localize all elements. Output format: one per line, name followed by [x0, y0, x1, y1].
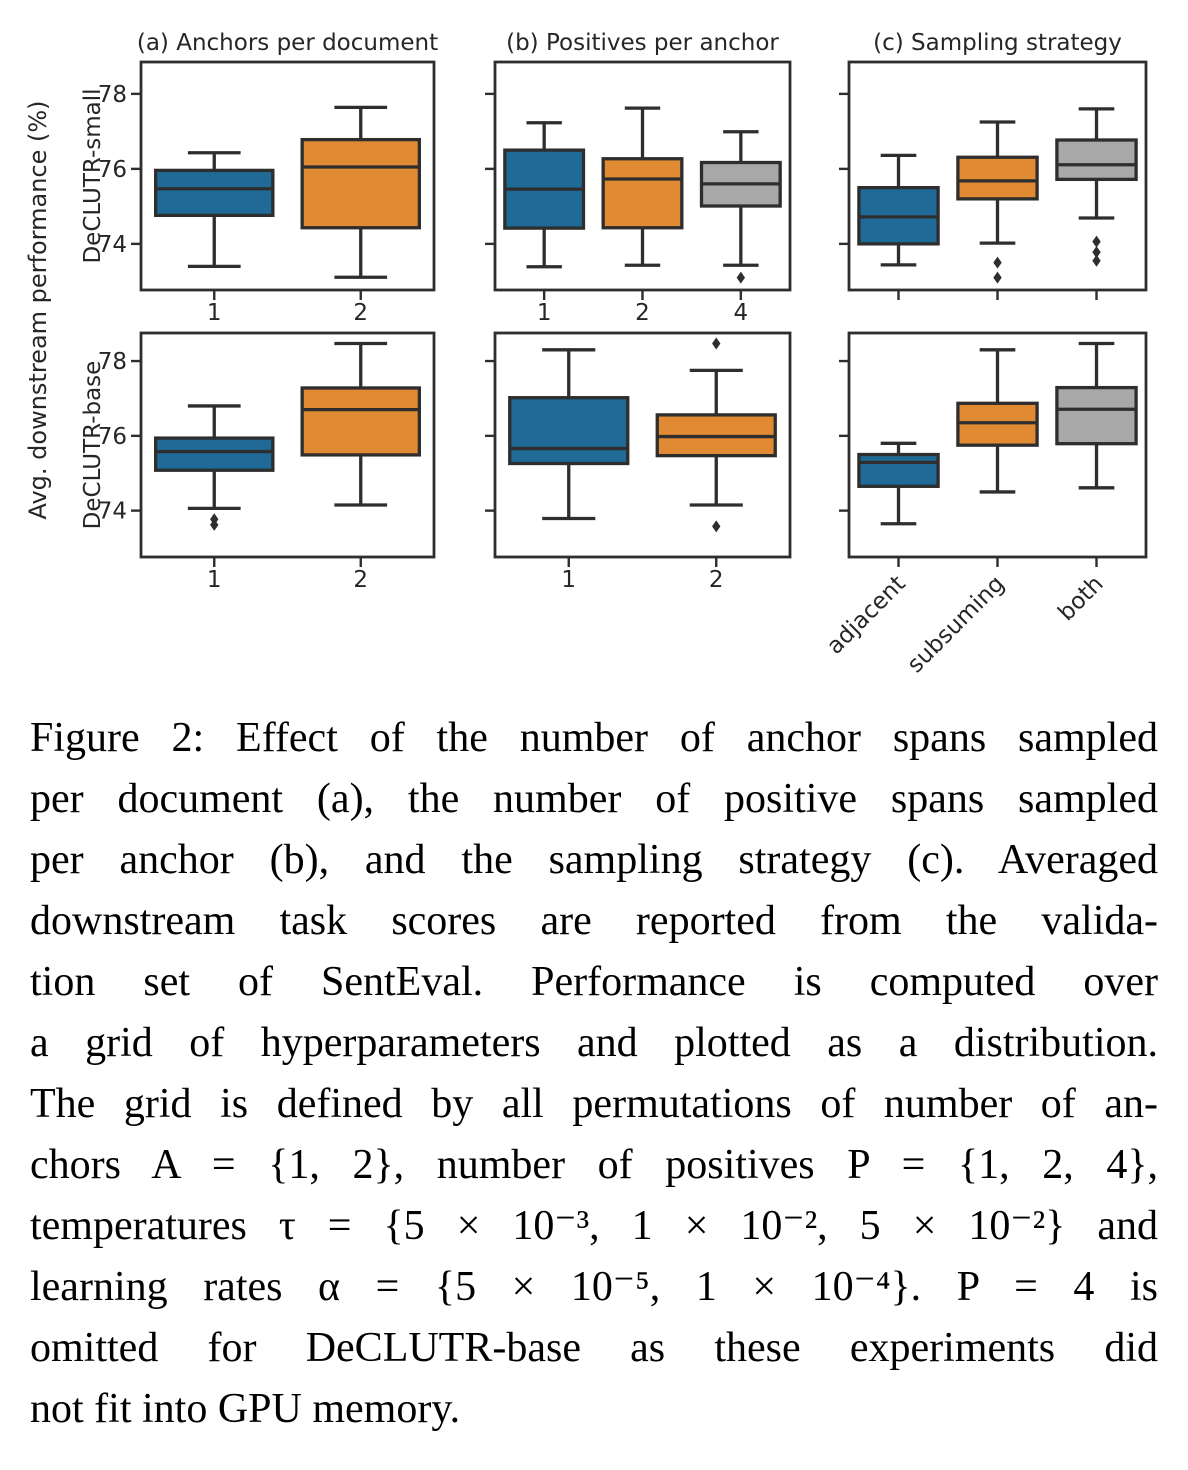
caption-line: chors A = {1, 2}, number of positives P = {1, 2, 4}, — [30, 1142, 1158, 1188]
y-tick-label: 74 — [97, 498, 127, 525]
panel-title: (b) Positives per anchor — [506, 30, 779, 56]
box-rect — [958, 157, 1037, 199]
outlier-diamond — [712, 337, 720, 349]
box-rect — [156, 438, 273, 470]
x-tick-label: 2 — [353, 567, 369, 593]
box-rect — [1057, 388, 1136, 444]
caption-line: a grid of hyperparameters and plotted as a distribution. — [30, 1020, 1158, 1066]
panel-title: (c) Sampling strategy — [873, 30, 1122, 56]
box-rect — [156, 170, 273, 215]
boxplot-panel — [485, 30, 790, 326]
caption-line: per document (a), the number of positive spans sampled — [30, 776, 1158, 822]
boxplot-panel — [98, 333, 434, 593]
y-tick-label: 74 — [97, 231, 127, 258]
x-tick-label: 2 — [635, 300, 650, 326]
outlier-diamond — [737, 272, 745, 284]
figure-2-caption — [0, 700, 1188, 1440]
x-tick-label: 1 — [206, 300, 222, 326]
outlier-diamond — [993, 257, 1001, 269]
row-ylabel: DeCLUTR-base — [80, 360, 106, 530]
boxplot-panel — [485, 333, 790, 593]
box-rect — [859, 455, 938, 487]
box-rect — [302, 140, 419, 228]
box-rect — [302, 388, 419, 455]
outlier-diamond — [1092, 236, 1100, 248]
x-tick-label: 2 — [353, 300, 369, 326]
x-tick-label: 1 — [206, 567, 222, 593]
caption-line: learning rates α = {5 × 10⁻⁵, 1 × 10⁻⁴}. P = 4 is — [30, 1264, 1158, 1310]
caption-line: downstream task scores are reported from the valida- — [30, 898, 1158, 944]
caption-line: not fit into GPU memory. — [30, 1386, 461, 1432]
caption-line: The grid is defined by all permutations of number of an- — [30, 1081, 1158, 1127]
caption-line: omitted for DeCLUTR-base as these experiments did — [30, 1325, 1158, 1371]
boxplot-panel — [98, 30, 438, 326]
box-rect — [603, 159, 682, 228]
box-rect — [510, 398, 628, 464]
x-tick-label: 1 — [561, 567, 577, 593]
caption-line: tion set of SentEval. Performance is computed over — [30, 959, 1158, 1005]
boxplot-panel — [822, 333, 1146, 678]
x-tick-label-rotated: adjacent — [821, 570, 911, 660]
row-ylabel: DeCLUTR-small — [80, 88, 106, 264]
figure-2-boxplot-figure — [0, 0, 1188, 700]
x-tick-label-rotated: subsuming — [902, 570, 1010, 679]
x-tick-label-rotated: both — [1053, 570, 1109, 627]
x-tick-label: 1 — [536, 300, 552, 326]
boxplot-grid-canvas — [0, 0, 1188, 700]
shared-y-axis-label: Avg. downstream performance (%) — [24, 100, 52, 520]
y-tick-label: 78 — [97, 349, 127, 376]
box-rect — [1057, 140, 1136, 179]
outlier-diamond — [712, 520, 720, 532]
caption-line: Figure 2: Effect of the number of anchor spans sampled — [30, 715, 1158, 761]
caption-line: temperatures τ = {5 × 10⁻³, 1 × 10⁻², 5 × 10⁻²} and — [30, 1203, 1158, 1249]
caption-line: per anchor (b), and the sampling strategy (c). Averaged — [30, 837, 1158, 883]
panel-title: (a) Anchors per document — [136, 30, 439, 56]
y-tick-label: 76 — [97, 423, 127, 450]
boxplot-panel — [839, 30, 1146, 300]
y-tick-label: 76 — [97, 156, 127, 183]
x-tick-label: 4 — [733, 300, 749, 326]
outlier-diamond — [1092, 255, 1100, 267]
y-tick-label: 78 — [97, 81, 127, 108]
x-tick-label: 2 — [708, 567, 724, 593]
outlier-diamond — [993, 272, 1001, 284]
